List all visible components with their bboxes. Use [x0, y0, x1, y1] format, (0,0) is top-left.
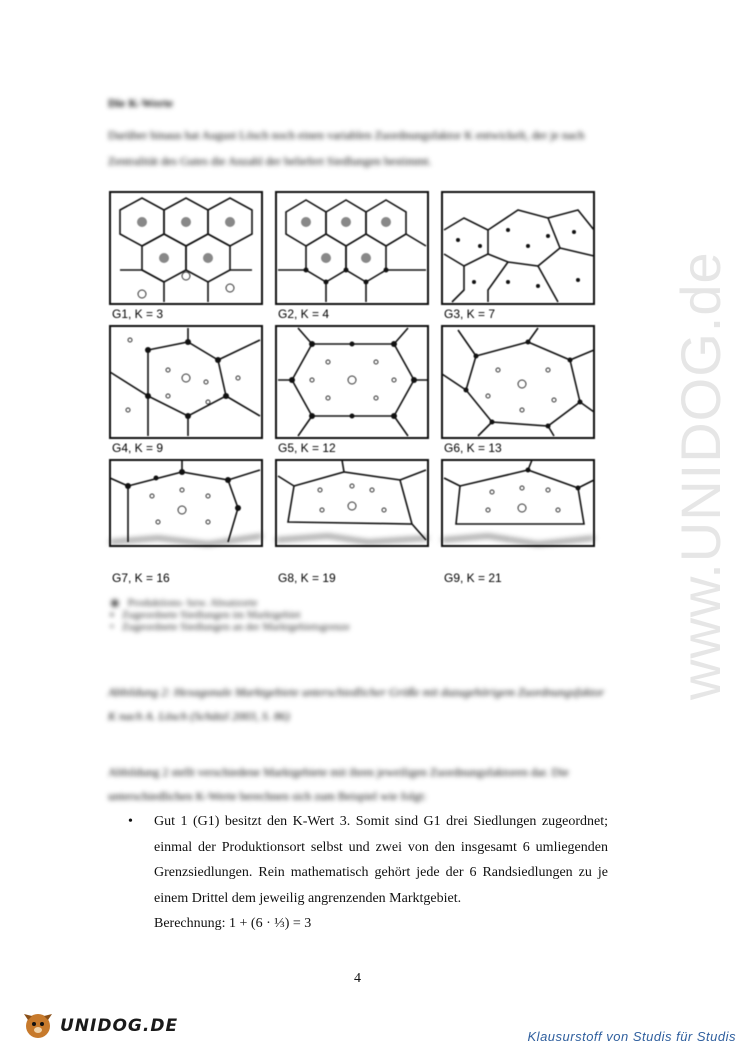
label-g4: G4, K = 9	[112, 441, 164, 455]
unidog-logo[interactable]	[20, 1008, 178, 1044]
bullet-text: Gut 1 (G1) besitzt den K-Wert 3. Somit sind G1 drei Siedlungen zugeordnet; einmal der Produktionsort selbst und zwei von den insgesamt 6 umliegenden Grenzsiedlungen. Rein mathematisch gehört jede der 6 Randsiedlungen zu je einem Drittel dem jeweilig angrenzenden Marktgebiet.	[154, 814, 608, 906]
label-g5: G5, K = 12	[278, 441, 336, 455]
label-g9: G9, K = 21	[444, 571, 502, 585]
heading: Die K-Werte	[108, 96, 173, 110]
watermark-text: www.UNIDOG.de	[669, 251, 732, 700]
label-g2: G2, K = 4	[278, 307, 330, 321]
inner-settlement-icon: ▪	[110, 609, 114, 621]
k-value-figure	[108, 190, 608, 590]
figure-legend	[110, 597, 350, 633]
label-g3: G3, K = 7	[444, 307, 496, 321]
footer-tagline: Klausurstoff von Studis für Studis	[527, 1029, 736, 1044]
dog-mascot-icon	[20, 1008, 56, 1044]
production-site-icon: ◉	[110, 597, 120, 609]
label-g6: G6, K = 13	[444, 441, 502, 455]
legend-row-production: ◉ Produktions- bzw. Absatzorte	[110, 597, 258, 609]
label-g7: G7, K = 16	[112, 571, 170, 585]
figure-caption: Abbildung 2: Hexagonale Marktgebiete unterschiedlicher Größe mit dazugehörigem Zuordnungsfaktor K nach A. Lösch (Schätzl 2003, S. 86)	[108, 685, 605, 723]
legend-row-border: • Zugeordnete Siedlungen an der Marktgebietsgrenze	[110, 621, 350, 633]
panel-g2	[276, 192, 428, 304]
explanation-paragraph: Abbildung 2 stellt verschiedene Marktgebiete mit ihren jeweiligen Zuordnungsfaktoren dar. Die unterschiedlichen K-Werte berechnen sich zum Beispiel wie folgt:	[108, 765, 569, 803]
intro-paragraph: Darüber hinaus hat August Lösch noch einen variablen Zuordnungsfaktor K entwickelt, der je nach Zentralität des Gutes die Anzahl der beliefert Siedlungen bestimmt.	[108, 128, 585, 168]
bullet-item-g1	[128, 809, 608, 911]
label-g8: G8, K = 19	[278, 571, 336, 585]
legend-row-inner: ▪ Zugeordnete Siedlungen im Marktgebiet	[110, 609, 301, 621]
logo-text: UNIDOG.DE	[60, 1016, 179, 1036]
border-settlement-icon: •	[110, 621, 114, 633]
bullet-icon: •	[128, 814, 133, 829]
page-number: 4	[354, 971, 361, 986]
figure-bottom-blur	[108, 532, 608, 592]
label-g1: G1, K = 3	[112, 307, 164, 321]
calculation-line: Berechnung: 1 + (6 · ⅓) = 3	[154, 916, 312, 931]
